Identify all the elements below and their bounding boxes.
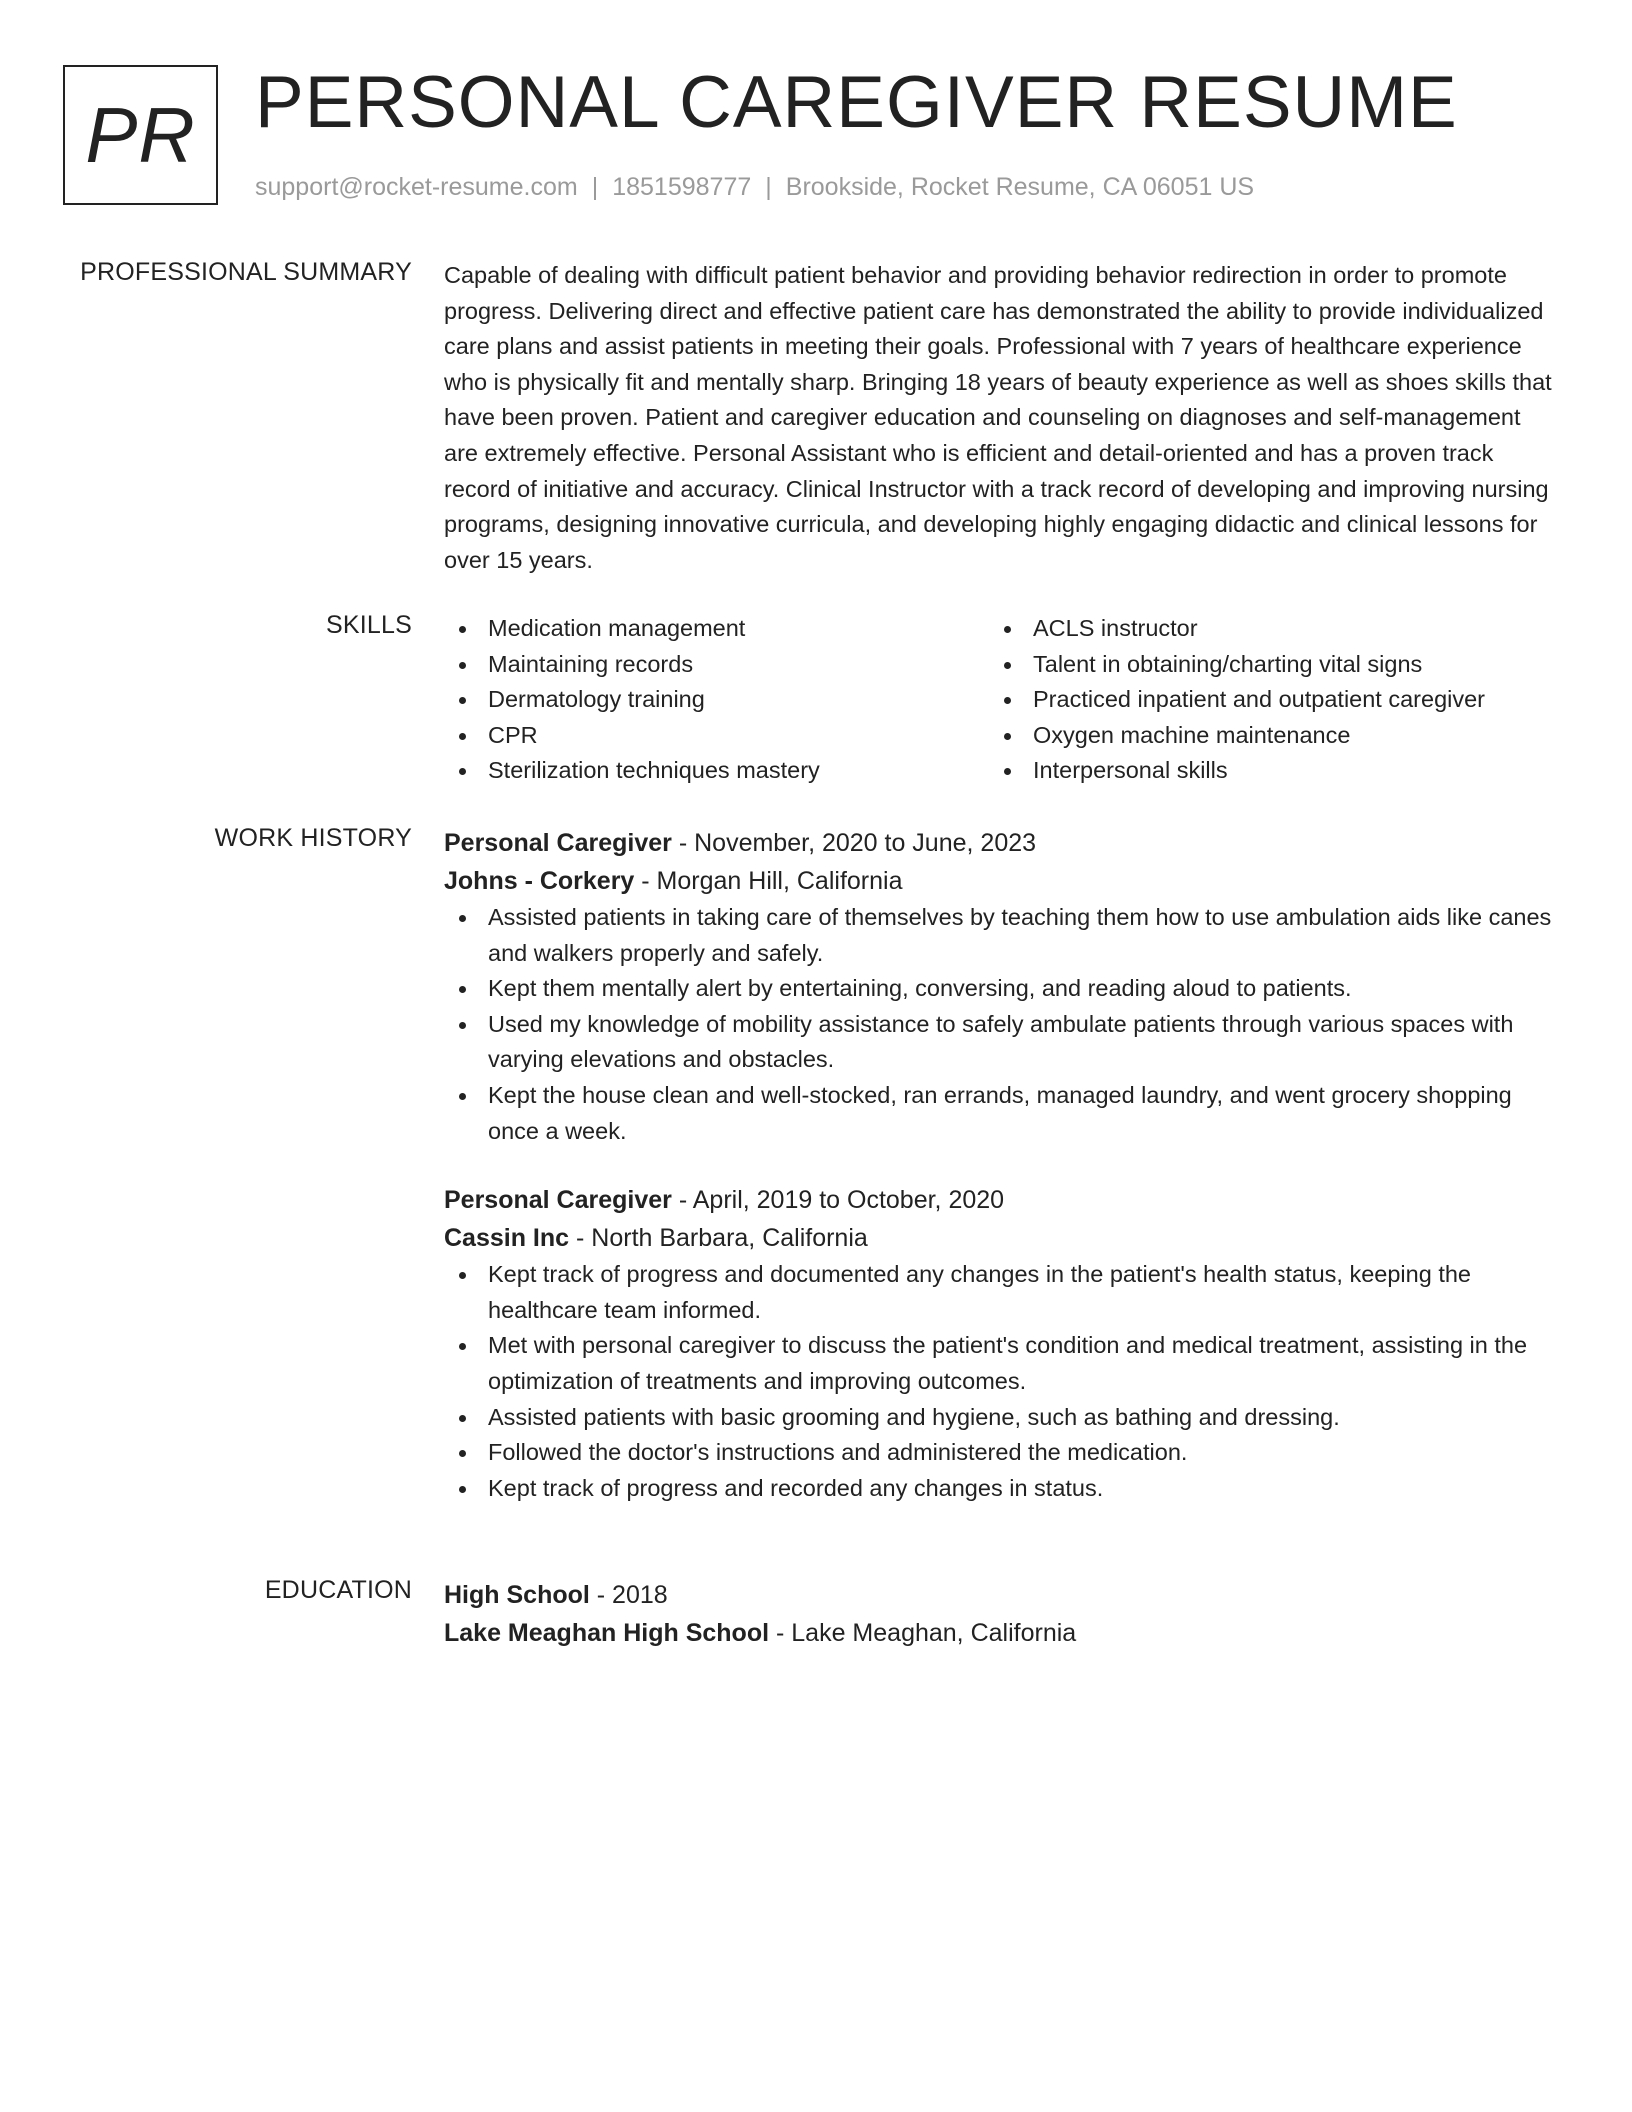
education-body bbox=[444, 1576, 1554, 1652]
skill-item: Dermatology training bbox=[444, 682, 989, 718]
job-dates: - April, 2019 to October, 2020 bbox=[671, 1186, 1005, 1215]
job-title-line bbox=[444, 1181, 1554, 1219]
job-bullet: Kept the house clean and well-stocked, ran errands, managed laundry, and went grocery shopping once a week. bbox=[444, 1078, 1554, 1149]
skills-body bbox=[444, 611, 1554, 789]
contact-address: Brookside, Rocket Resume, CA 06051 US bbox=[785, 173, 1255, 201]
job-bullet: Met with personal caregiver to discuss the patient's condition and medical treatment, assisting in the optimization of treatments and improving outcomes. bbox=[444, 1328, 1554, 1399]
skill-item: Practiced inpatient and outpatient caregiver bbox=[989, 682, 1534, 718]
summary-label: PROFESSIONAL SUMMARY bbox=[80, 258, 412, 286]
education-label: EDUCATION bbox=[264, 1576, 412, 1604]
skill-item: Medication management bbox=[444, 611, 989, 647]
job-location: - North Barbara, California bbox=[569, 1224, 868, 1253]
education-location: - Lake Meaghan, California bbox=[769, 1619, 1077, 1647]
contact-line bbox=[255, 173, 1254, 202]
monogram-badge: PR bbox=[63, 65, 218, 205]
summary-body bbox=[444, 258, 1554, 578]
job-bullet: Assisted patients in taking care of themselves by teaching them how to use ambulation aids like canes and walkers properly and safely. bbox=[444, 900, 1554, 971]
education-degree: High School bbox=[444, 1581, 590, 1609]
job-company: Cassin Inc bbox=[444, 1224, 570, 1253]
skills-columns bbox=[444, 611, 1554, 789]
job-bullet-list bbox=[444, 900, 1554, 1149]
skills-label: SKILLS bbox=[326, 611, 412, 639]
job-title-line bbox=[444, 824, 1554, 862]
job-bullet: Kept them mentally alert by entertaining, conversing, and reading aloud to patients. bbox=[444, 971, 1554, 1007]
education-school: Lake Meaghan High School bbox=[444, 1619, 770, 1647]
contact-phone: 1851598777 bbox=[612, 173, 752, 201]
job-location: - Morgan Hill, California bbox=[634, 867, 903, 895]
job-dates: - November, 2020 to June, 2023 bbox=[671, 829, 1037, 857]
job-company-line bbox=[444, 862, 1554, 900]
skill-item: Interpersonal skills bbox=[989, 753, 1534, 789]
contact-separator: | bbox=[591, 173, 599, 201]
job-bullet-list bbox=[444, 1257, 1554, 1506]
resume-title: PERSONAL CAREGIVER RESUME bbox=[255, 62, 1458, 143]
education-school-line bbox=[444, 1614, 1554, 1652]
job-bullet: Kept track of progress and documented any changes in the patient's health status, keeping the healthcare team informed. bbox=[444, 1257, 1554, 1328]
job-title: Personal Caregiver bbox=[444, 829, 672, 857]
skill-item: Oxygen machine maintenance bbox=[989, 718, 1534, 754]
job-entry bbox=[444, 1181, 1554, 1506]
work-label: WORK HISTORY bbox=[214, 824, 412, 852]
skill-item: ACLS instructor bbox=[989, 611, 1534, 647]
job-bullet: Assisted patients with basic grooming and hygiene, such as bathing and dressing. bbox=[444, 1400, 1554, 1436]
job-bullet: Kept track of progress and recorded any changes in status. bbox=[444, 1471, 1554, 1507]
job-entry bbox=[444, 824, 1554, 1149]
work-body bbox=[444, 824, 1554, 1506]
job-title: Personal Caregiver bbox=[444, 1186, 672, 1215]
skill-item: Talent in obtaining/charting vital signs bbox=[989, 647, 1534, 683]
education-degree-line bbox=[444, 1576, 1554, 1614]
resume-header bbox=[63, 62, 1583, 215]
skills-list-left bbox=[444, 611, 989, 789]
contact-separator: | bbox=[765, 173, 772, 201]
job-bullet: Used my knowledge of mobility assistance to safely ambulate patients through various spaces with varying elevations and obstacles. bbox=[444, 1007, 1554, 1078]
skill-item: Sterilization techniques mastery bbox=[444, 753, 989, 789]
job-company-line bbox=[444, 1219, 1554, 1257]
education-year: - 2018 bbox=[589, 1581, 668, 1609]
skill-item: CPR bbox=[444, 718, 989, 754]
contact-email: support@rocket-resume.com bbox=[255, 173, 578, 201]
job-bullet: Followed the doctor's instructions and administered the medication. bbox=[444, 1435, 1554, 1471]
skills-list-right bbox=[989, 611, 1534, 789]
summary-text: Capable of dealing with difficult patient behavior and providing behavior redirection in order to promote progress. Delivering direct and effective patient care has demonstrated the ability to provide individualized care plans and assist patients in meeting their goals. Professional with 7 years of healthcare experience who is physically fit and mentally sharp. Bringing 18 years of beauty experience as well as shoes skills that have been proven. Patient and caregiver education and counseling on diagnoses and self-management are extremely effective. Personal Assistant who is efficient and detail-oriented and has a proven track record of initiative and accuracy. Clinical Instructor with a track record of developing and improving nursing programs, designing innovative curricula, and developing highly engaging didactic and clinical lessons for over 15 years. bbox=[444, 262, 1552, 573]
skill-item: Maintaining records bbox=[444, 647, 989, 683]
job-company: Johns - Corkery bbox=[444, 867, 635, 895]
